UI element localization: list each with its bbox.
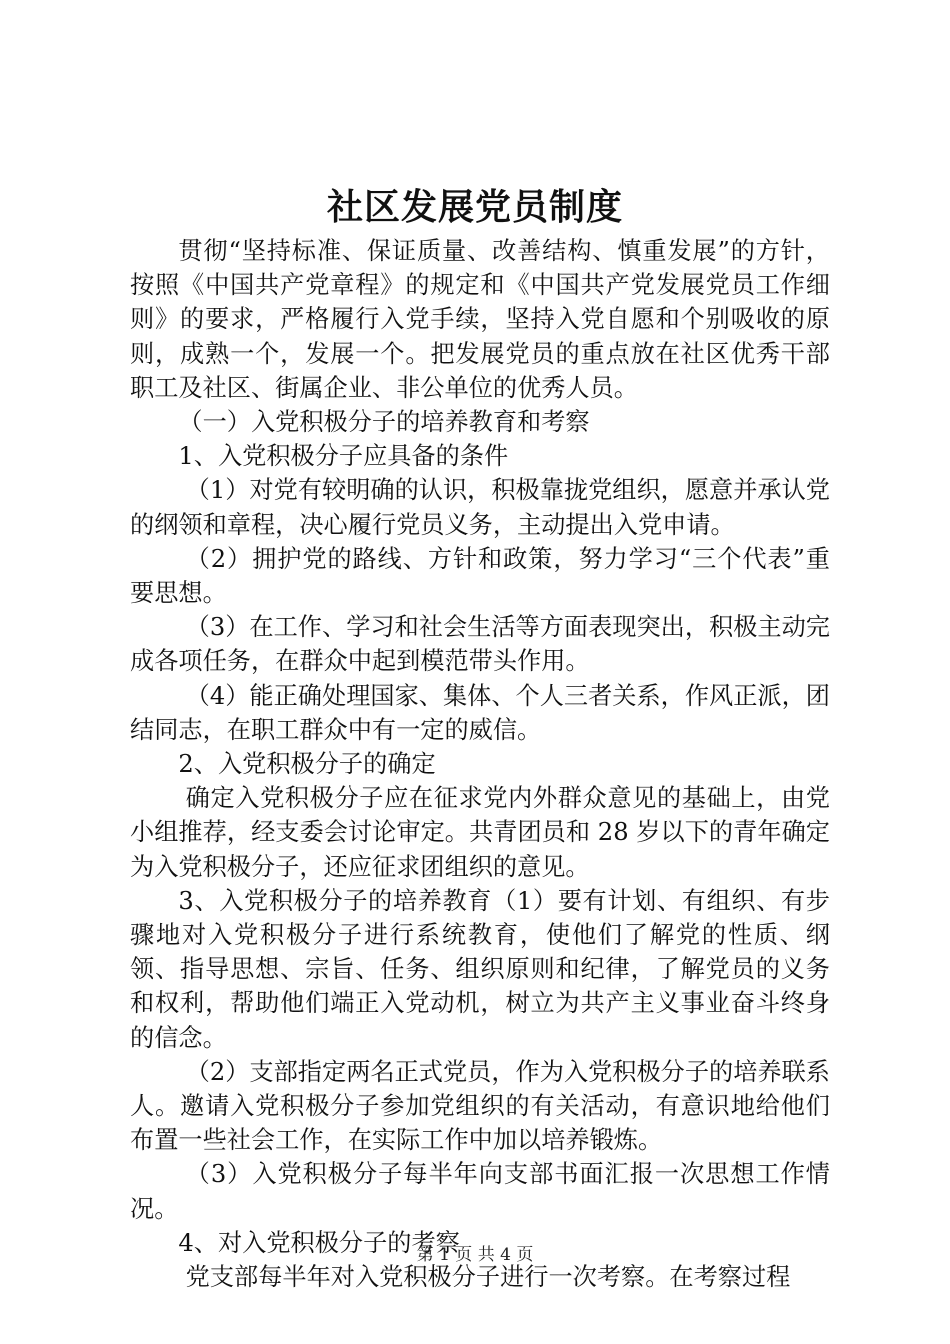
paragraph-training-3: （3）入党积极分子每半年向支部书面汇报一次思想工作情况。 xyxy=(130,1160,830,1223)
paragraph-intro: 贯彻“坚持标准、保证质量、改善结构、慎重发展”的方针，按照《中国共产党章程》的规定和《中国共产党发展党员工作细则》的要求，严格履行入党手续，坚持入党自愿和个别吸收的原则，成熟一个，发展一个。把发展党员的重点放在社区优秀干部职工及社区、街属企业、非公单位的优秀人员。 xyxy=(130,237,830,402)
document-body xyxy=(130,234,830,1294)
subsection-heading-4: 4、对入党积极分子的考察 xyxy=(178,1228,460,1257)
subsection-heading-1: 1、入党积极分子应具备的条件 xyxy=(178,442,509,471)
paragraph-inspection: 党支部每半年对入党积极分子进行一次考察。在考察过程 xyxy=(185,1263,791,1292)
page-number-footer: 第 1 页 共 4 页 xyxy=(416,1245,534,1265)
paragraph-training-2: （2）支部指定两名正式党员，作为入党积极分子的培养联系人。邀请入党积极分子参加党组织的有关活动，有意识地给他们布置一些社会工作，在实际工作中加以培养锻炼。 xyxy=(130,1057,830,1155)
paragraph-condition-2: （2）拥护党的路线、方针和政策，努力学习“三个代表”重要思想。 xyxy=(130,544,830,608)
paragraph-condition-3: （3）在工作、学习和社会生活等方面表现突出，积极主动完成各项任务，在群众中起到模范带头作用。 xyxy=(130,613,830,676)
paragraph-determination: 确定入党积极分子应在征求党内外群众意见的基础上，由党小组推荐，经支委会讨论审定。共青团员和 28 岁以下的青年确定为入党积极分子，还应征求团组织的意见。 xyxy=(130,784,830,881)
paragraph-training-1: 3、入党积极分子的培养教育（1）要有计划、有组织、有步骤地对入党积极分子进行系统教育，使他们了解党的性质、纲领、指导思想、宗旨、任务、组织原则和纪律，了解党员的义务和权利，帮助他们端正入党动机，树立为共产主义事业奋斗终身的信念。 xyxy=(130,886,830,1052)
paragraph-condition-1: （1）对党有较明确的认识，积极靠拢党组织，愿意并承认党的纲领和章程，决心履行党员义务，主动提出入党申请。 xyxy=(130,476,830,539)
paragraph-condition-4: （4）能正确处理国家、集体、个人三者关系，作风正派，团结同志，在职工群众中有一定的威信。 xyxy=(130,681,830,744)
document-title: 社区发展党员制度 xyxy=(326,186,623,228)
section-heading-1: （一）入党积极分子的培养教育和考察 xyxy=(178,408,590,437)
subsection-heading-2: 2、入党积极分子的确定 xyxy=(178,750,436,779)
